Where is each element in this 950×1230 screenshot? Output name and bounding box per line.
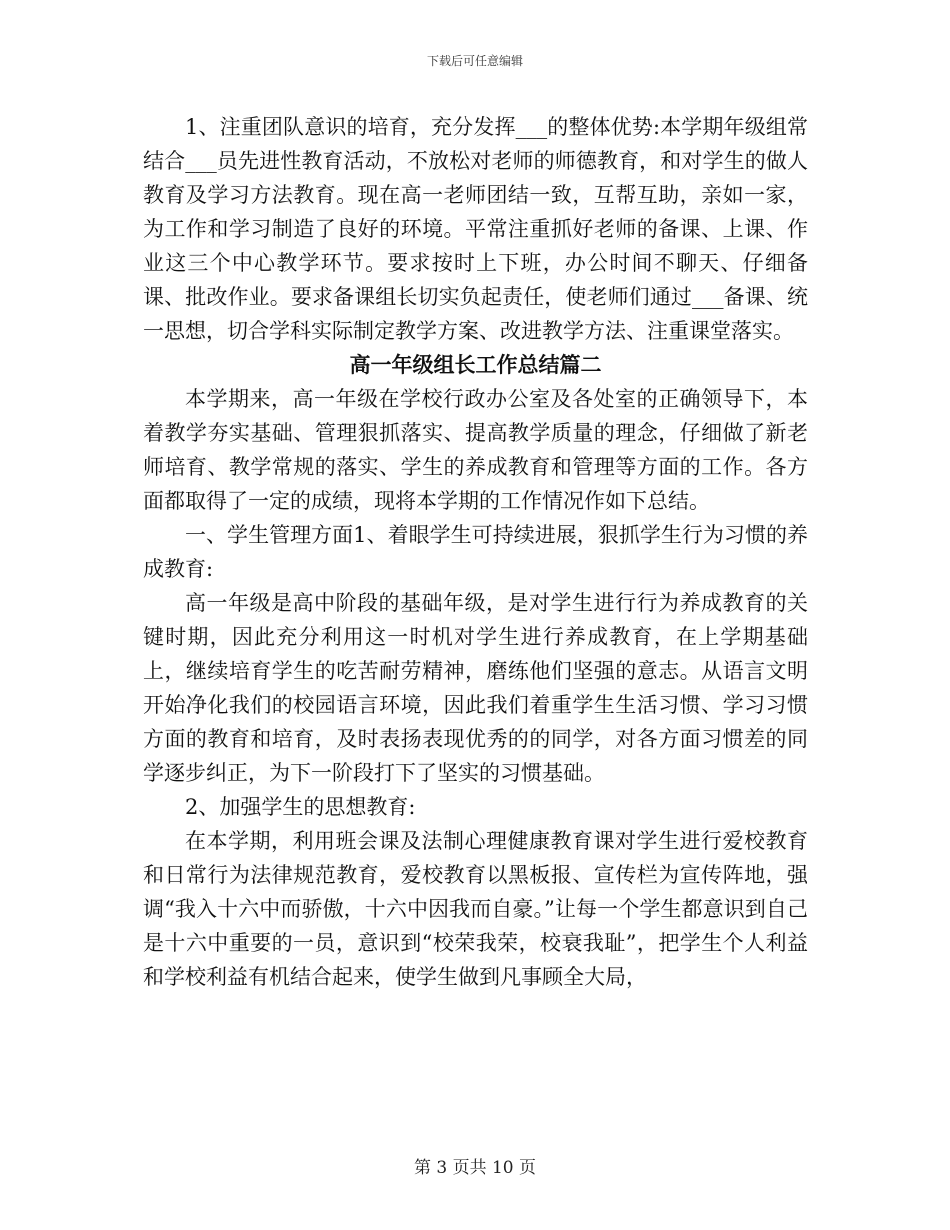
paragraph: 高一年级是高中阶段的基础年级，是对学生进行行为养成教育的关键时期，因此充分利用这一时机对学生进行养成教育，在上学期基础上，继续培育学生的吃苦耐劳精神，磨练他们坚强的意志。从语言文明开始净化我们的校园语言环境，因此我们着重学生生活习惯、学习习惯方面的教育和培育，及时表扬表现优秀的的同学，对各方面习惯差的同学逐步纠正，为下一阶段打下了坚实的习惯基础。 <box>143 591 808 785</box>
paragraph: 本学期来，高一年级在学校行政办公室及各处室的正确领导下，本着教学夯实基础、管理狠抓落实、提高教学质量的理念，仔细做了新老师培育、教学常规的落实、学生的养成教育和管理等方面的工作。各方面都取得了一定的成绩，现将本学期的工作情况作如下总结。 <box>143 387 808 513</box>
document-body <box>143 110 808 994</box>
paragraph: 2、加强学生的思想教育: <box>185 795 416 819</box>
page-number: 第 3 页共 10 页 <box>413 1158 537 1178</box>
paragraph: 在本学期，利用班会课及法制心理健康教育课对学生进行爱校教育和日常行为法律规范教育，爱校教育以黑板报、宣传栏为宣传阵地，强调“我入十六中而骄傲，十六中因我而自豪。”让每一个学生都意识到自己是十六中重要的一员，意识到“校荣我荣，校衰我耻”，把学生个人利益和学校利益有机结合起来，使学生做到凡事顾全大局， <box>143 829 808 989</box>
section-title: 高一年级组长工作总结篇二 <box>349 352 602 377</box>
page-header: 下载后可任意编辑 <box>426 54 523 68</box>
paragraph: 1、注重团队意识的培育，充分发挥___的整体优势:本学期年级组常结合___员先进性教育活动，不放松对老师的师德教育，和对学生的做人教育及学习方法教育。现在高一老师团结一致，互帮互助，亲如一家，为工作和学习制造了良好的环境。平常注重抓好老师的备课、上课、作业这三个中心教学环节。要求按时上下班，办公时间不聊天、仔细备课、批改作业。要求备课组长切实负起责任，使老师们通过___备课、统一思想，切合学科实际制定教学方案、改进教学方法、注重课堂落实。 <box>143 115 808 343</box>
paragraph: 一、学生管理方面1、着眼学生可持续进展，狠抓学生行为习惯的养成教育: <box>143 523 808 581</box>
